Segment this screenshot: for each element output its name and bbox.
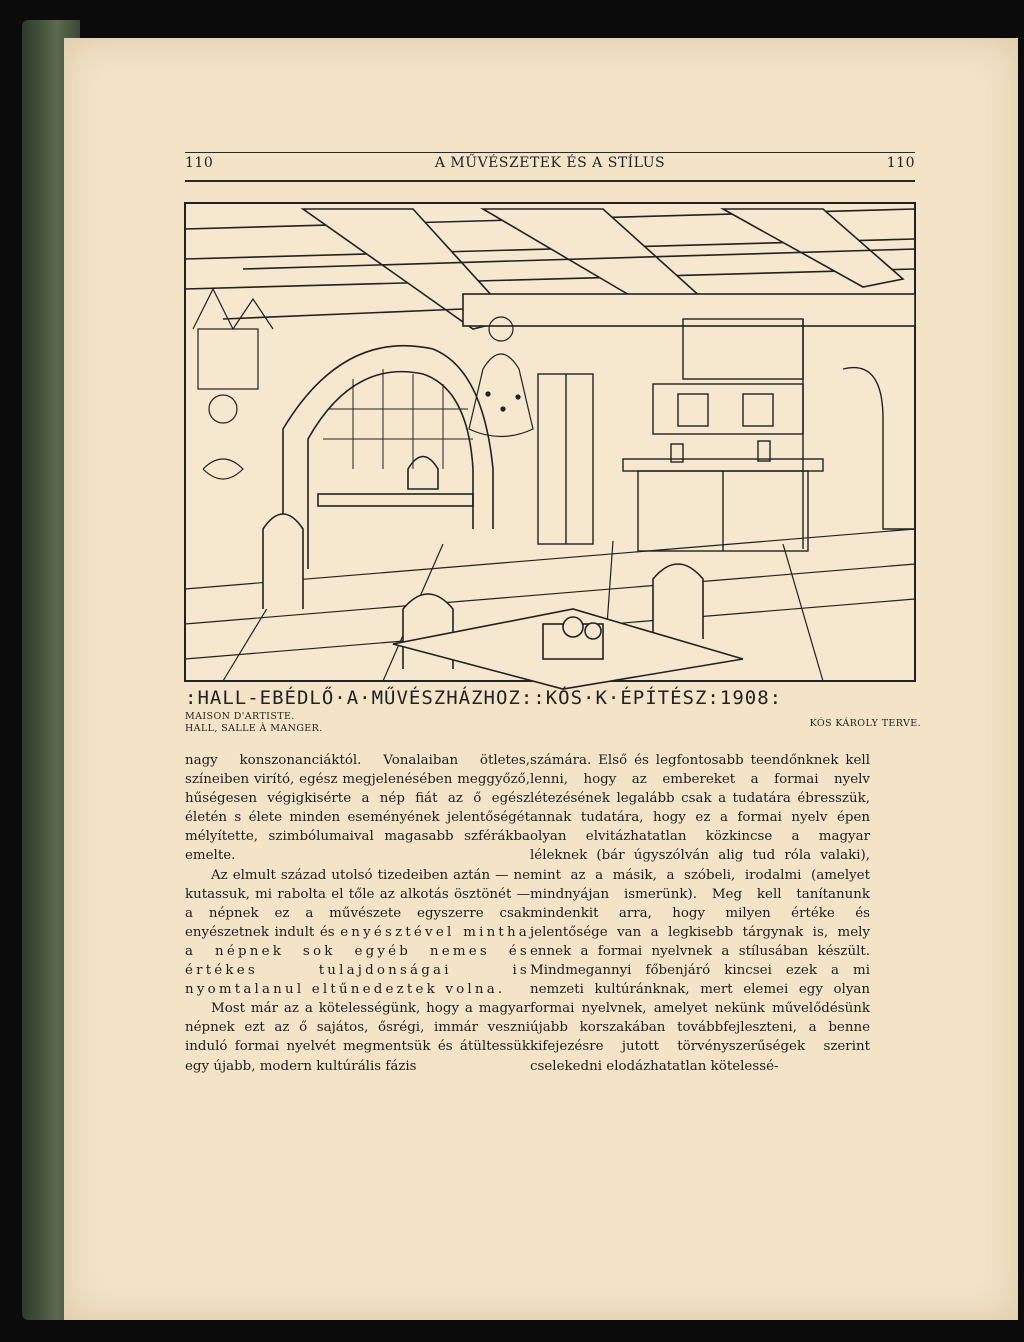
running-title: A MŰVÉSZETEK ÉS A STÍLUS <box>434 155 666 171</box>
caption-left-line2: HALL, SALLE À MANGER. <box>185 723 323 734</box>
caption-left-line1: MAISON D'ARTISTE. <box>185 711 295 722</box>
text-column-right <box>530 751 870 1076</box>
paragraph: számára. Első és legfontosabb teendőnknek kell lenni, hogy az embereket a formai nyelv létezésének legalább csak a tudatára ébresszük, annak tudatára, hogy ez a formai nyelv épen olyan elvitázhatatlan közkincse a magyar léleknek (bár úgyszólván alig tud róla valaki), mint az a másik, a szóbeli, irodalmi (amelyet mindnyájan ismerünk). Meg kell tanítanunk mindenkit arra, hogy milyen értéke és jelentősége van a legkisebb tárgynak is, mely ennek a formai nyelvnek a stílusában készült. Mindmegannyi főbenjáró kincsei ezek a mi nemzeti kultúránknak, mert elemei egy olyan formai nyelvnek, amelyet nekünk művelődésünk újabb korszakában továbbfejleszteni, a benne kifejezésre jutott törvényszerűségek szerint cselekedni elodázhatatlan kötelessé- <box>530 753 870 1074</box>
illustration-banner: :HALL-EBÉDLŐ·A·MŰVÉSZHÁZHOZ::KÓS·K·ÉPÍTÉSZ:1908: <box>185 687 783 709</box>
illustration-banner-strip <box>185 686 915 710</box>
line-drawing <box>183 169 917 699</box>
paragraph: nagy konszonanciáktól. Vonalaiban ötletes, színeiben virító, egész megjelenésében meggyőző, hűségesen végigkisérte a nép fiát az ő egész életén s élete minden eseményének jelentőségét mélyítette, szimbólumaival magasabb szférákba emelte. <box>185 753 530 864</box>
paragraph: Most már az a kötelességünk, hogy a magyar népnek ezt az ő sajátos, ősrégi, immár veszni induló formai nyelvét megmentsük és átültessük egy újabb, modern kultúrális fázis <box>185 1001 530 1074</box>
header-rule-top <box>185 152 915 153</box>
spaced-emphasis: enyésztével mintha a népnek sok egyéb nemes és értékes tulajdonságai is nyomtalanul eltűnedeztek volna. <box>185 924 530 998</box>
caption-left <box>185 711 323 735</box>
page-number-left: 110 <box>185 155 214 171</box>
caption-right: KÓS KÁROLY TERVE. <box>809 718 921 729</box>
page-number-right: 110 <box>886 155 915 171</box>
paragraph-text: Az elmult század utolsó tizedeiben aztán — ne kutassuk, mi rabolta el tőle az alkotás ösztönét — a népnek ez a művészete egyszerre csak enyészetnek indult és <box>185 867 530 940</box>
paragraph <box>185 866 530 1000</box>
hall-dining-room-illustration <box>183 169 917 699</box>
text-column-left <box>185 751 530 1076</box>
